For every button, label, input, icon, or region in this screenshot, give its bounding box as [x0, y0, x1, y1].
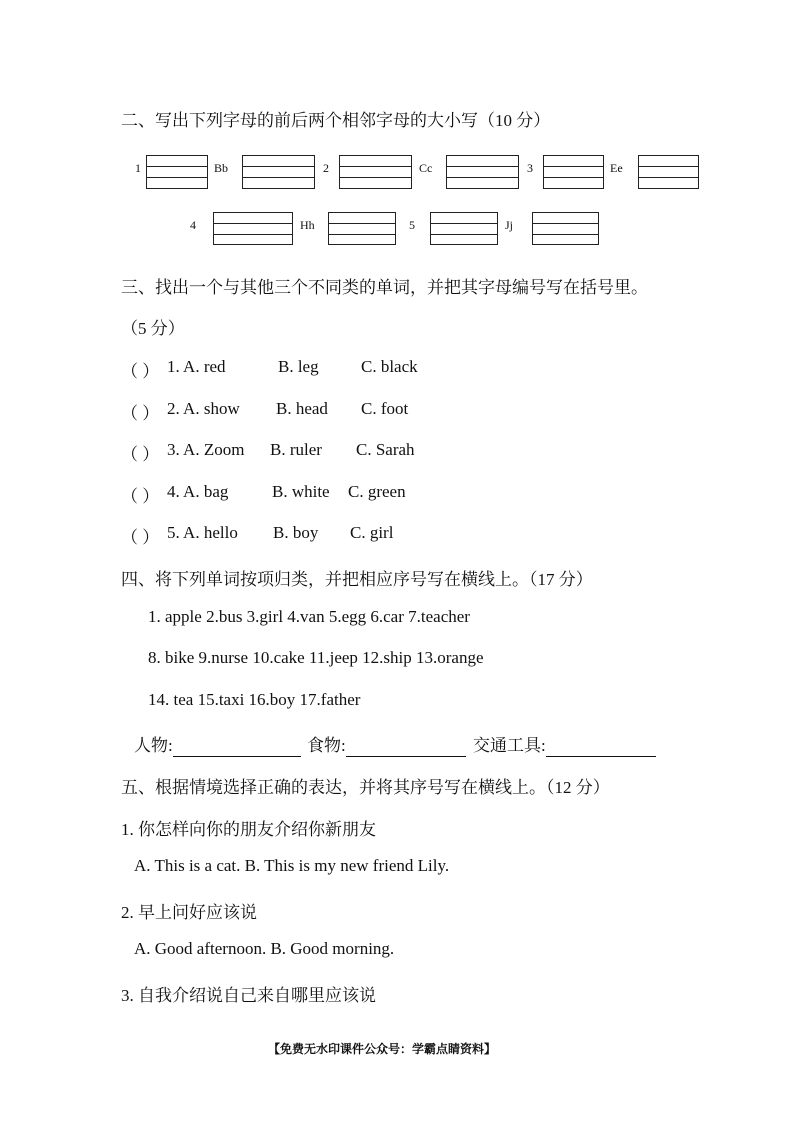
option-c: C. green — [348, 482, 406, 501]
answer-line-people[interactable] — [173, 736, 301, 757]
writing-box-5[interactable] — [430, 212, 498, 245]
item-number-3: 3 — [527, 161, 533, 175]
item-number-2: 2 — [323, 161, 329, 175]
answer-bracket[interactable]: （ ） — [121, 404, 160, 423]
category-food — [307, 731, 466, 757]
footer-note: 【免费无水印课件公众号：学霸点睛资料】 — [268, 1042, 497, 1056]
option-b: B. head — [276, 399, 328, 418]
writing-box-4[interactable] — [213, 212, 293, 245]
option-b: B. white — [272, 482, 330, 501]
item-number-5: 5 — [409, 218, 415, 232]
option-b: B. leg — [278, 357, 319, 376]
option-a: 4. A. bag — [167, 482, 229, 501]
answer-bracket[interactable]: （ ） — [121, 528, 160, 547]
letter-cc: Cc — [419, 161, 433, 175]
section4-heading: 四、将下列单词按项归类，并把相应序号写在横线上。（17 分） — [121, 570, 593, 589]
letter-bb: Bb — [214, 161, 229, 175]
option-a: 1. A. red — [167, 357, 226, 376]
option-a: 3. A. Zoom — [167, 440, 245, 459]
writing-box-5b[interactable] — [532, 212, 599, 245]
writing-box-1[interactable] — [146, 155, 208, 189]
question-row-3 — [121, 440, 415, 465]
section2-heading: 二、写出下列字母的前后两个相邻字母的大小写（10 分） — [121, 111, 551, 130]
option-c: C. girl — [350, 523, 394, 542]
category-food-label: 食物: — [307, 736, 346, 755]
answer-line-food[interactable] — [346, 736, 466, 757]
question-1-options: A. This is a cat. B. This is my new friend Lily. — [134, 856, 450, 875]
word-list-line-2: 8. bike 9.nurse 10.cake 11.jeep 12.ship 13.orange — [148, 648, 484, 667]
section5-heading: 五、根据情境选择正确的表达，并将其序号写在横线上。（12 分） — [121, 778, 610, 797]
option-b: B. boy — [273, 523, 319, 542]
writing-box-4b[interactable] — [328, 212, 396, 245]
question-2: 2. 早上问好应该说 — [121, 903, 257, 922]
writing-box-2b[interactable] — [446, 155, 519, 189]
question-row-5 — [121, 523, 394, 548]
answer-bracket[interactable]: （ ） — [121, 362, 160, 381]
letter-ee: Ee — [610, 161, 623, 175]
question-2-options: A. Good afternoon. B. Good morning. — [134, 939, 395, 958]
option-b: B. ruler — [270, 440, 322, 459]
writing-box-3b[interactable] — [638, 155, 699, 189]
option-c: C. foot — [361, 399, 409, 418]
answer-line-transport[interactable] — [546, 736, 656, 757]
category-people — [134, 731, 301, 757]
category-transport — [473, 731, 656, 757]
answer-bracket[interactable]: （ ） — [121, 487, 160, 506]
item-number-1: 1 — [135, 161, 141, 175]
option-a: 2. A. show — [167, 399, 240, 418]
writing-box-1b[interactable] — [242, 155, 315, 189]
category-people-label: 人物: — [134, 736, 173, 755]
option-c: C. black — [361, 357, 418, 376]
answer-bracket[interactable]: （ ） — [121, 445, 160, 464]
question-row-1 — [121, 357, 418, 382]
option-c: C. Sarah — [356, 440, 415, 459]
option-a: 5. A. hello — [167, 523, 238, 542]
letter-hh: Hh — [300, 218, 315, 232]
section3-heading: 三、找出一个与其他三个不同类的单词，并把其字母编号写在括号里。 — [121, 278, 648, 297]
question-3: 3. 自我介绍说自己来自哪里应该说 — [121, 986, 376, 1005]
question-row-2 — [121, 399, 409, 424]
writing-box-3[interactable] — [543, 155, 604, 189]
writing-box-2[interactable] — [339, 155, 412, 189]
word-list-line-1: 1. apple 2.bus 3.girl 4.van 5.egg 6.car 7.teacher — [148, 607, 470, 626]
word-list-line-3: 14. tea 15.taxi 16.boy 17.father — [148, 690, 361, 709]
question-1: 1. 你怎样向你的朋友介绍你新朋友 — [121, 820, 376, 839]
section3-score: （5 分） — [121, 319, 185, 338]
letter-jj: Jj — [505, 218, 514, 232]
item-number-4: 4 — [190, 218, 196, 232]
question-row-4 — [121, 482, 406, 507]
category-transport-label: 交通工具: — [473, 736, 546, 755]
